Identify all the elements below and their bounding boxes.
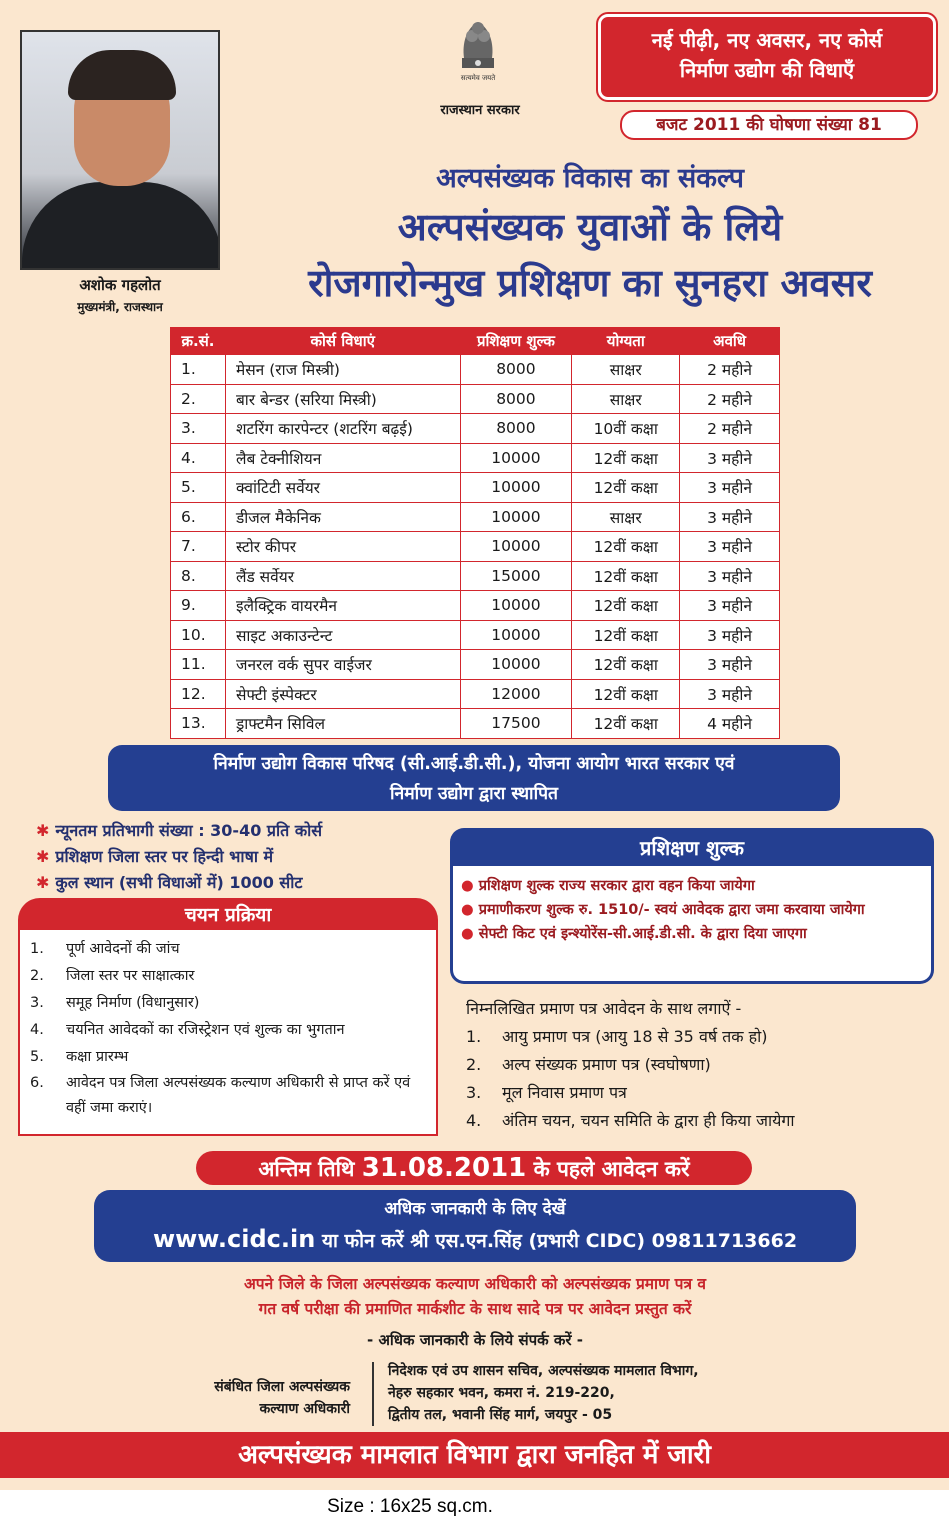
cell-duration: 3 महीने [680,620,780,650]
heading-resolve: अल्पसंख्यक विकास का संकल्प [436,163,744,194]
list-item: 3. मूल निवास प्रमाण पत्र [466,1083,627,1102]
list-item: 4. अंतिम चयन, चयन समिति के द्वारा ही किया जायेगा [466,1111,795,1130]
apply-line-1: अपने जिले के जिला अल्पसंख्यक कल्याण अधिकारी को अल्पसंख्यक प्रमाण पत्र व [243,1275,707,1293]
cell-serial: 6. [171,502,226,532]
courses-table [170,327,780,739]
key-facts [36,818,456,896]
cell-course: डीजल मैकेनिक [225,502,460,532]
cell-duration: 4 महीने [680,709,780,739]
cidc-line-1: निर्माण उद्योग विकास परिषद (सी.आई.डी.सी.), योजना आयोग भारत सरकार एवं [213,754,735,774]
deadline-suffix: के पहले आवेदन करें [533,1157,690,1181]
table-row [171,620,780,650]
cell-duration: 3 महीने [680,650,780,680]
table-row [171,532,780,562]
cell-qualification: 12वीं कक्षा [572,650,680,680]
cell-course: मेसन (राज मिस्त्री) [225,355,460,385]
head-office-address: निदेशक एवं उप शासन सचिव, अल्पसंख्यक मामलात विभाग, नेहरु सहकार भवन, कमरा नं. 219-220, द्वितीय तल, भवानी सिंह मार्ग, जयपुर - 05 [388,1363,699,1423]
cell-serial: 12. [171,679,226,709]
budget-announcement: बजट 2011 की घोषणा संख्या 81 [620,110,918,140]
cell-serial: 7. [171,532,226,562]
cell-serial: 3. [171,414,226,444]
table-row [171,561,780,591]
list-item: 1. आयु प्रमाण पत्र (आयु 18 से 35 वर्ष तक हो) [466,1027,768,1046]
table-row [171,443,780,473]
cell-qualification: 10वीं कक्षा [572,414,680,444]
cell-course: क्वांटिटी सर्वेयर [225,473,460,503]
cell-duration: 2 महीने [680,414,780,444]
cell-serial: 2. [171,384,226,414]
cell-serial: 9. [171,591,226,621]
asterisk-icon: ✱ [36,847,50,866]
cell-serial: 13. [171,709,226,739]
cell-serial: 4. [171,443,226,473]
cell-course: लैंड सर्वेयर [225,561,460,591]
cell-duration: 3 महीने [680,591,780,621]
state-emblem-icon [448,14,508,94]
list-item: 2. अल्प संख्यक प्रमाण पत्र (स्वघोषणा) [466,1055,711,1074]
list-item: ● प्रमाणीकरण शुल्क रु. 1510/- स्वयं आवेदक द्वारा जमा करवाया जायेगा [461,902,865,918]
website-link[interactable]: www.cidc.in [152,1225,316,1253]
cell-fee: 10000 [460,620,572,650]
cell-fee: 8000 [460,384,572,414]
deadline-prefix: अन्तिम तिथि [258,1157,355,1181]
deadline-banner [196,1151,752,1185]
list-item: 6. आवेदन पत्र जिला अल्पसंख्यक कल्याण अधिकारी से प्राप्त करें एवं वहीं जमा कराएं। [30,1075,411,1116]
tagline-line-2: निर्माण उद्योग की विधाएँ [679,58,855,82]
cell-fee: 10000 [460,532,572,562]
cell-course: शटरिंग कारपेन्टर (शटरिंग बढ़ई) [225,414,460,444]
fee-details [450,866,934,984]
cell-qualification: 12वीं कक्षा [572,679,680,709]
cell-course: लैब टेक्नीशियन [225,443,460,473]
cidc-banner [108,745,840,811]
heading-opportunity: रोजगारोन्मुख प्रशिक्षण का सुनहरा अवसर [308,261,872,305]
cell-fee: 10000 [460,473,572,503]
phone-contact: या फोन करें श्री एस.एन.सिंह (प्रभारी CIDC) 09811713662 [321,1230,798,1252]
bullet-icon: ● [461,878,479,894]
cell-qualification: साक्षर [572,502,680,532]
emblem-caption: सत्यमेव जयते [460,74,496,82]
col-fee: प्रशिक्षण शुल्क [460,328,572,355]
more-info-banner [94,1190,856,1262]
asterisk-icon: ✱ [36,821,50,840]
required-documents [466,995,936,1135]
col-qualification: योग्यता [572,328,680,355]
divider [372,1362,374,1426]
cell-fee: 10000 [460,650,572,680]
asterisk-icon: ✱ [36,873,50,892]
cell-duration: 2 महीने [680,355,780,385]
list-item: ✱ न्यूनतम प्रतिभागी संख्या : 30-40 प्रति कोर्स [36,821,323,840]
list-item: 2. जिला स्तर पर साक्षात्कार [30,968,195,984]
cell-qualification: साक्षर [572,384,680,414]
list-item: 1. पूर्ण आवेदनों की जांच [30,941,180,957]
cell-duration: 3 महीने [680,561,780,591]
footer-banner: अल्पसंख्यक मामलात विभाग द्वारा जनहित में जारी [0,1432,949,1478]
col-course: कोर्स विधाएं [225,328,460,355]
list-item: 5. कक्षा प्रारम्भ [30,1049,129,1065]
list-item: 4. चयनित आवेदकों का रजिस्ट्रेशन एवं शुल्क का भुगतान [30,1022,345,1038]
government-name: राजस्थान सरकार [440,103,520,118]
cell-fee: 10000 [460,502,572,532]
col-duration: अवधि [680,328,780,355]
cm-name: अशोक गहलोत [79,276,161,294]
table-row [171,709,780,739]
tagline-box [598,14,936,100]
table-row [171,502,780,532]
table-header-row [171,328,780,355]
list-item: ✱ प्रशिक्षण जिला स्तर पर हिन्दी भाषा में [36,847,274,866]
cell-qualification: 12वीं कक्षा [572,591,680,621]
cell-serial: 5. [171,473,226,503]
cell-duration: 3 महीने [680,443,780,473]
cell-serial: 10. [171,620,226,650]
list-item: ● प्रशिक्षण शुल्क राज्य सरकार द्वारा वहन किया जायेगा [461,878,755,894]
cell-serial: 11. [171,650,226,680]
cell-duration: 3 महीने [680,473,780,503]
col-serial: क्र.सं. [171,328,226,355]
cell-serial: 8. [171,561,226,591]
table-row [171,414,780,444]
cell-course: स्टोर कीपर [225,532,460,562]
tagline-line-1: नई पीढ़ी, नए अवसर, नए कोर्स [651,28,883,52]
cell-fee: 8000 [460,414,572,444]
cell-duration: 3 महीने [680,502,780,532]
cell-fee: 15000 [460,561,572,591]
table-row [171,473,780,503]
cell-fee: 12000 [460,679,572,709]
cell-fee: 17500 [460,709,572,739]
cell-duration: 3 महीने [680,532,780,562]
selection-process [18,930,438,1136]
cell-course: बार बेन्डर (सरिया मिस्त्री) [225,384,460,414]
info-line-1: अधिक जानकारी के लिए देखें [384,1199,566,1219]
cell-course: जनरल वर्क सुपर वाईजर [225,650,460,680]
cell-duration: 2 महीने [680,384,780,414]
cell-qualification: 12वीं कक्षा [572,443,680,473]
table-row [171,679,780,709]
table-row [171,355,780,385]
cell-fee: 10000 [460,591,572,621]
cell-qualification: 12वीं कक्षा [572,709,680,739]
cm-title: मुख्यमंत्री, राजस्थान [77,300,163,314]
cell-qualification: 12वीं कक्षा [572,620,680,650]
cell-qualification: 12वीं कक्षा [572,561,680,591]
cell-course: साइट अकाउन्टेन्ट [225,620,460,650]
table-row [171,384,780,414]
cell-fee: 8000 [460,355,572,385]
district-officer: संबंधित जिला अल्पसंख्यक कल्याण अधिकारी [214,1379,350,1417]
cell-course: ड्राफ्टमैन सिविल [225,709,460,739]
ad-size-label: Size : 16x25 sq.cm. [327,1496,493,1517]
cell-qualification: साक्षर [572,355,680,385]
cell-qualification: 12वीं कक्षा [572,473,680,503]
cell-course: सेफ्टी इंस्पेक्टर [225,679,460,709]
cell-serial: 1. [171,355,226,385]
fee-title: प्रशिक्षण शुल्क [450,828,934,868]
contact-title: - अधिक जानकारी के लिये संपर्क करें - [367,1331,583,1349]
cell-fee: 10000 [460,443,572,473]
deadline-date: 31.08.2011 [361,1153,527,1183]
selection-title: चयन प्रक्रिया [18,898,438,932]
application-instructions [40,1272,910,1322]
list-item: 3. समूह निर्माण (विधानुसार) [30,995,200,1011]
cell-qualification: 12वीं कक्षा [572,532,680,562]
table-row [171,591,780,621]
bullet-icon: ● [461,926,479,942]
heading-youth: अल्पसंख्यक युवाओं के लिये [397,205,783,249]
cell-course: इलैक्ट्रिक वायरमैन [225,591,460,621]
table-row [171,650,780,680]
apply-line-2: गत वर्ष परीक्षा की प्रमाणित मार्कशीट के साथ सादे पत्र पर आवेदन प्रस्तुत करें [258,1300,692,1318]
list-item: ● सेफ्टी किट एवं इन्श्योरेंस-सी.आई.डी.सी. के द्वारा दिया जाएगा [461,926,807,942]
list-item: ✱ कुल स्थान (सभी विधाओं में) 1000 सीट [36,873,303,892]
chief-minister-photo [20,30,220,270]
cell-duration: 3 महीने [680,679,780,709]
documents-intro: निम्नलिखित प्रमाण पत्र आवेदन के साथ लगाऐं - [466,999,742,1018]
cidc-line-2: निर्माण उद्योग द्वारा स्थापित [389,784,559,804]
bullet-icon: ● [461,902,479,918]
